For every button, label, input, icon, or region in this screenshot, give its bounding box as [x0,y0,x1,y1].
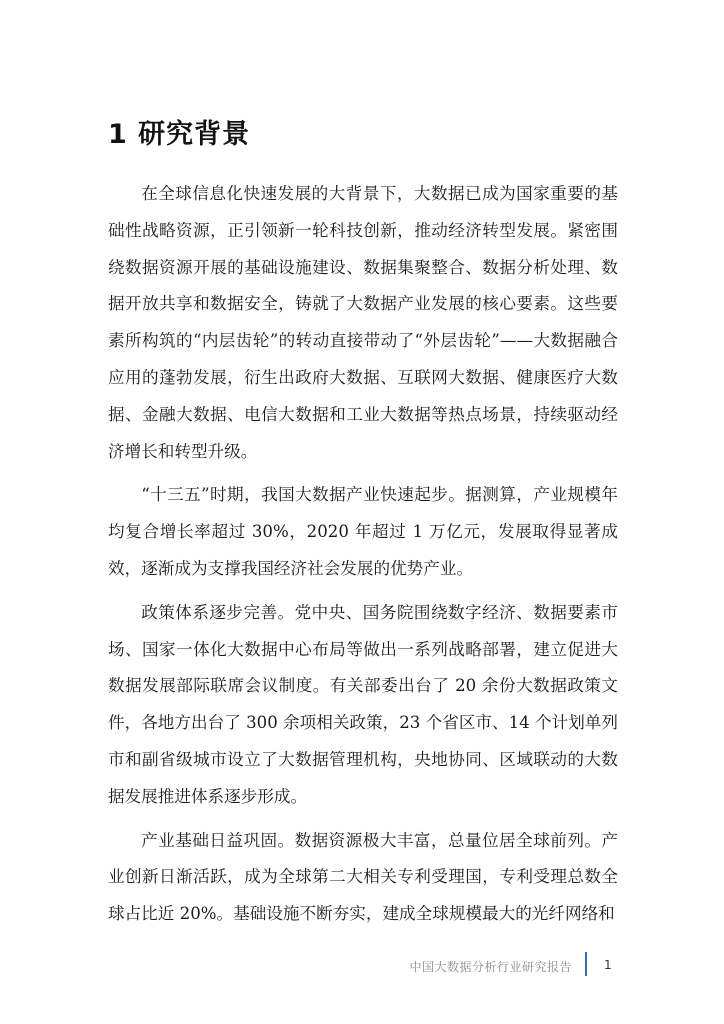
section-heading: 1 研究背景 [108,119,251,150]
paragraph-13th-five-year: “十三五”时期，我国大数据产业快速起步。据测算，产业规模年均复合增长率超过 30%，2020 年超过 1 万亿元，发展取得显著成效，逐渐成为支撑我国经济社会发展的优势产业。 [108,485,618,578]
paragraph-policy-system: 政策体系逐步完善。党中央、国务院围绕数字经济、数据要素市场、国家一体化大数据中心布局等做出一系列战略部署，建立促进大数据发展部际联席会议制度。有关部委出台了 20 余份大数据政策文件，各地方出台了 300 余项相关政策，23 个省区市、14 个计划单列市和副省级城市设立了大数据管理机构，央地协同、区域联动的大数据发展推进体系逐步形成。 [108,602,618,806]
footer-report-title: 中国大数据分析行业研究报告 [409,960,572,974]
paragraph-industry-foundation: 产业基础日益巩固。数据资源极大丰富，总量位居全球前列。产业创新日渐活跃，成为全球第二大相关专利受理国，专利受理总数全球占比近 20%。基础设施不断夯实，建成全球规模最大的光纤网络和 [108,830,618,924]
footer-divider [585,952,587,976]
page-footer [0,956,724,980]
page-number: 1 [604,958,612,972]
body-text [108,176,618,940]
paragraph-background: 在全球信息化快速发展的大背景下，大数据已成为国家重要的基础性战略资源，正引领新一轮科技创新，推动经济转型发展。紧密围绕数据资源开展的基础设施建设、数据集聚整合、数据分析处理、数据开放共享和数据安全，铸就了大数据产业发展的核心要素。这些要素所构筑的“内层齿轮”的转动直接带动了“外层齿轮”——大数据融合应用的蓬勃发展，衍生出政府大数据、互联网大数据、健康医疗大数据、金融大数据、电信大数据和工业大数据等热点场景，持续驱动经济增长和转型升级。 [108,184,618,461]
